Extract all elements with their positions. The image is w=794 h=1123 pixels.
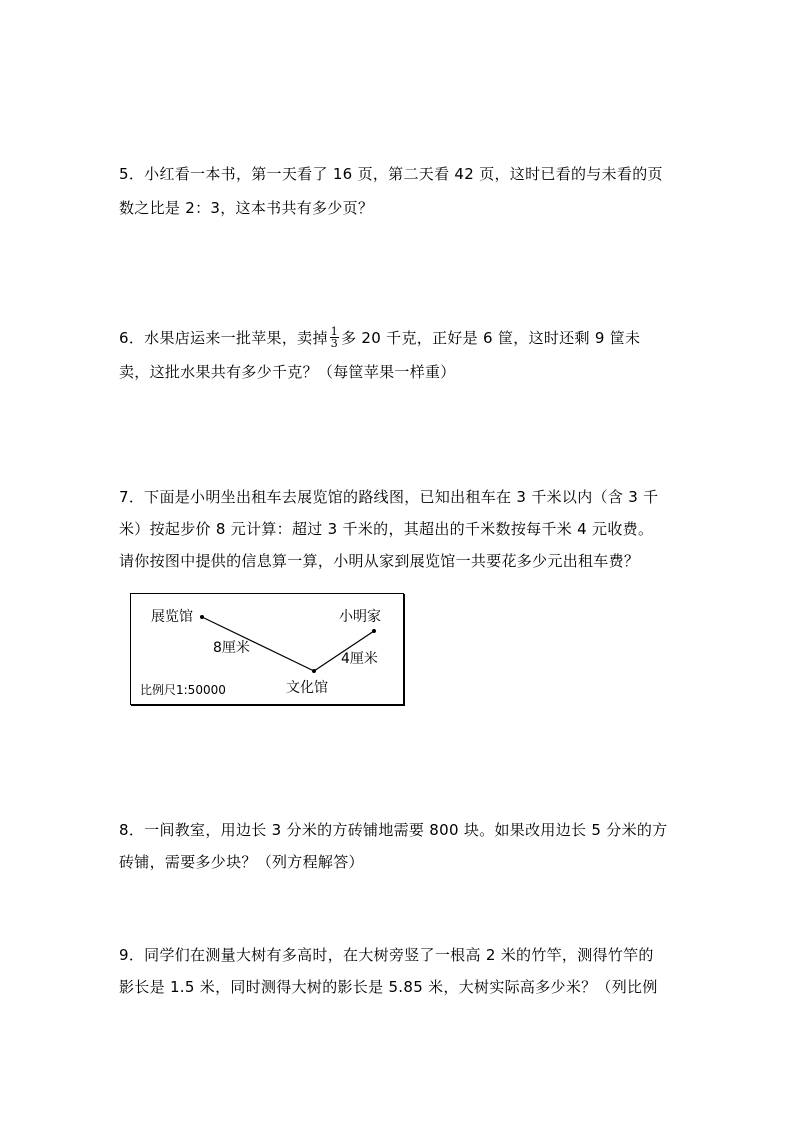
- home-label: 小明家: [339, 609, 381, 625]
- q8-line-2: 砖铺，需要多少块？（列方程解答）: [119, 853, 364, 871]
- q6-line-1-start: 6．水果店运来一批苹果，卖掉: [119, 329, 328, 347]
- fraction-numerator: 1: [330, 325, 339, 338]
- q6-line-2: 卖，这批水果共有多少千克？（每筐苹果一样重）: [119, 363, 456, 381]
- q6-line-1: [119, 327, 640, 350]
- home-point: [372, 629, 376, 633]
- one-third-fraction: [330, 326, 339, 349]
- q6-line-1-end: 多 20 千克，正好是 6 筐，这时还剩 9 筐未: [341, 329, 641, 347]
- exhibition-point: [200, 615, 204, 619]
- distance-label-8cm: 8厘米: [213, 640, 250, 656]
- exhibition-label: 展览馆: [151, 609, 193, 625]
- culture-label: 文化馆: [286, 680, 328, 696]
- q7-line-3: 请你按图中提供的信息算一算，小明从家到展览馆一共要花多少元出租车费？: [119, 552, 640, 570]
- q5-line-1: 5．小红看一本书，第一天看了 16 页，第二天看 42 页，这时已看的与未看的页: [119, 165, 663, 183]
- fraction-denominator: 3: [330, 337, 339, 350]
- q7-line-2: 米）按起步价 8 元计算：超过 3 千米的，其超出的千米数按每千米 4 元收费。: [119, 520, 654, 538]
- q8-line-1: 8．一间教室，用边长 3 分米的方砖铺地需要 800 块。如果改用边长 5 分米的方: [119, 821, 668, 839]
- q5-line-2: 数之比是 2：3，这本书共有多少页？: [119, 199, 374, 217]
- distance-label-4cm: 4厘米: [341, 651, 378, 667]
- scale-label: 比例尺1:50000: [140, 683, 226, 697]
- route-map: [130, 593, 404, 705]
- culture-point: [312, 669, 316, 673]
- q7-line-1: 7．下面是小明坐出租车去展览馆的路线图，已知出租车在 3 千米以内（含 3 千: [119, 488, 659, 506]
- q9-line-1: 9．同学们在测量大树有多高时，在大树旁竖了一根高 2 米的竹竿，测得竹竿的: [119, 946, 654, 964]
- q9-line-2: 影长是 1.5 米，同时测得大树的影长是 5.85 米，大树实际高多少米？（列比例: [119, 978, 658, 996]
